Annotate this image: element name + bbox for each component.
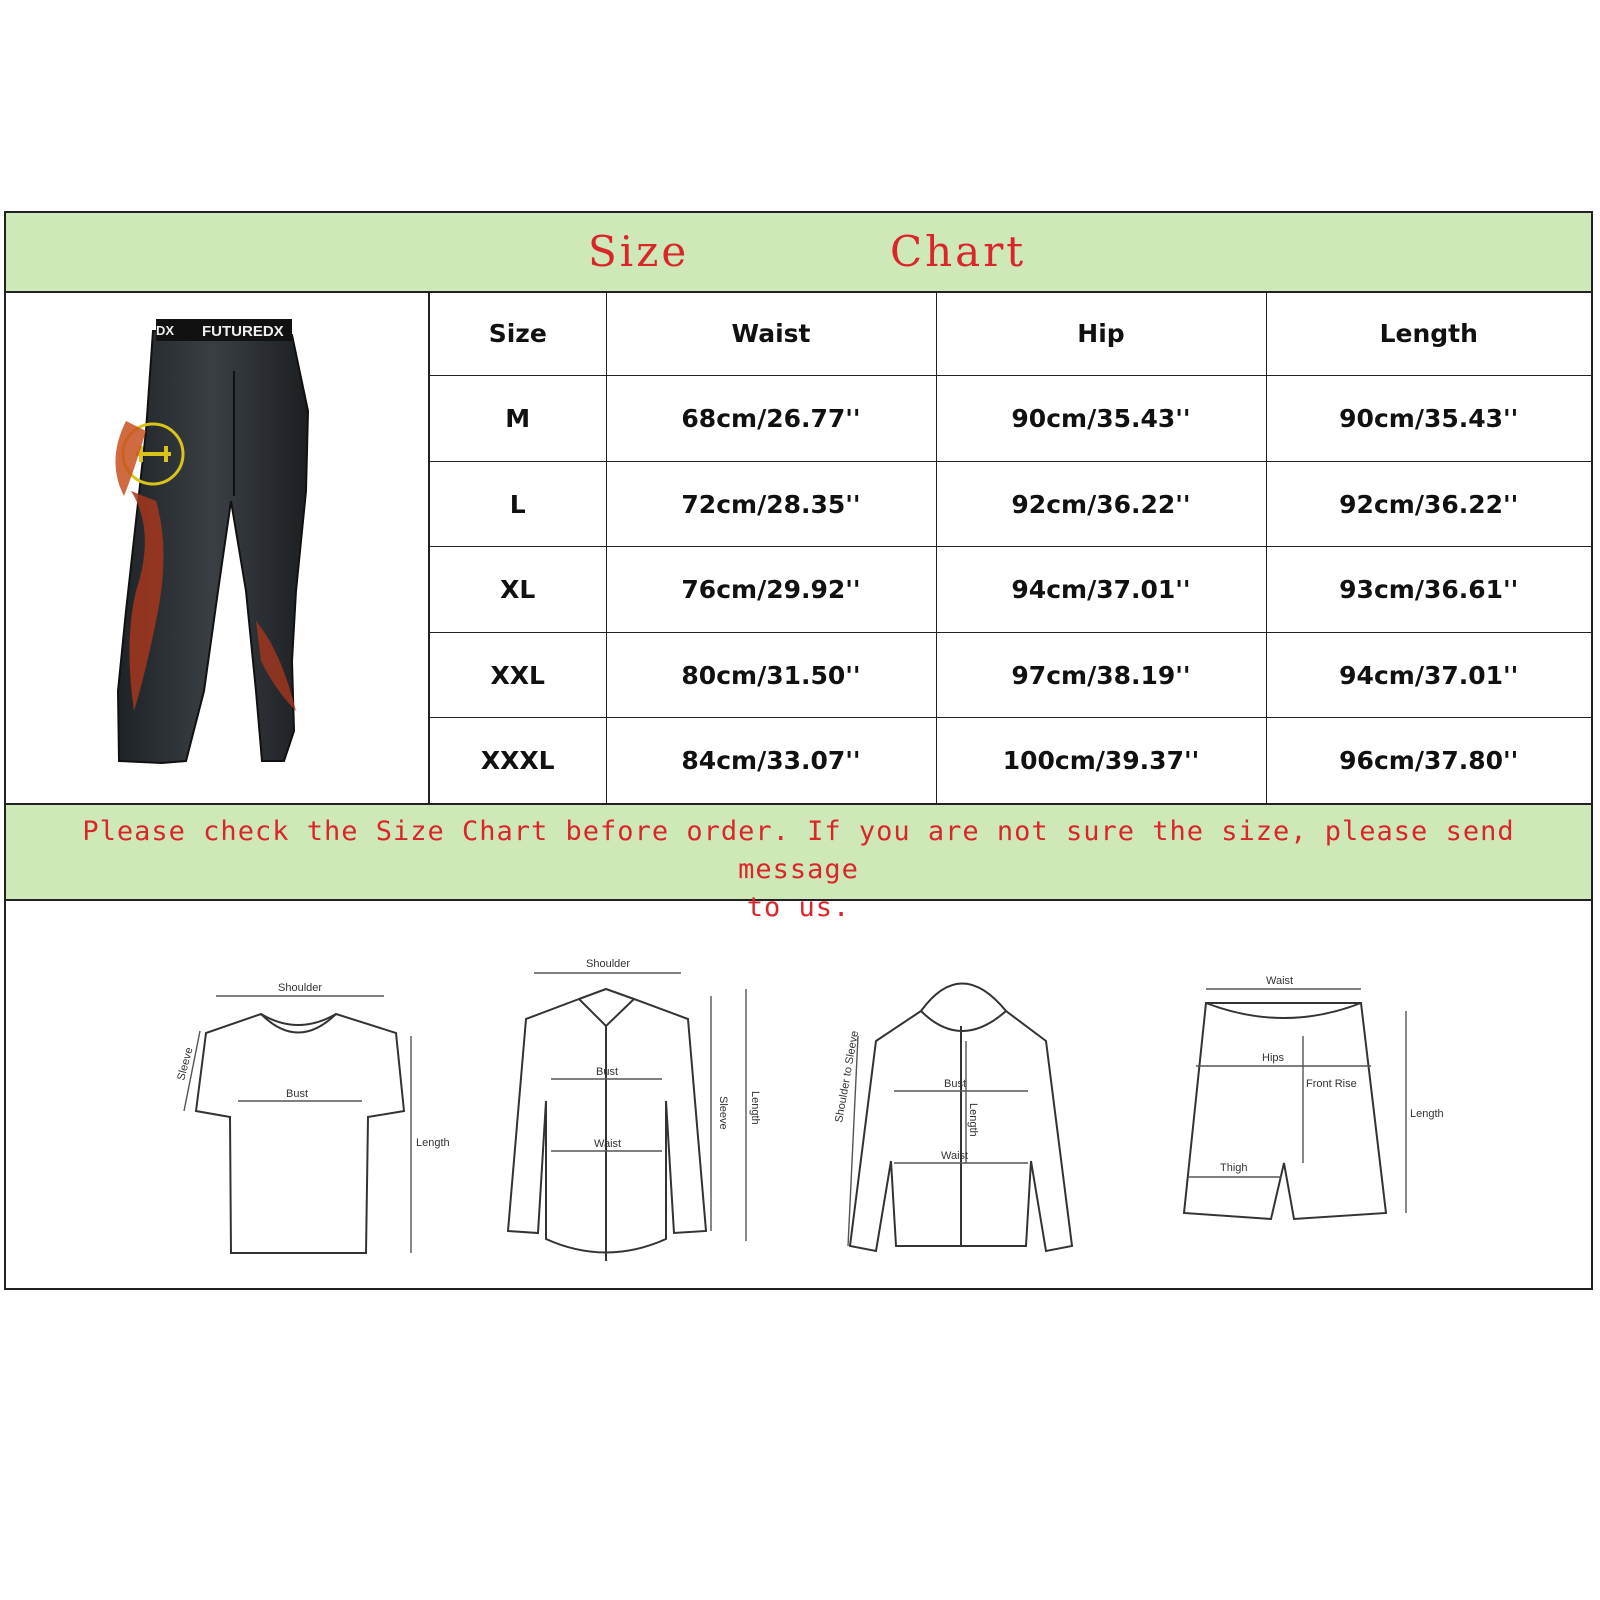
cell-waist: 72cm/28.35'': [606, 461, 936, 547]
tshirt-outline: [196, 1014, 404, 1253]
header-size: Size: [430, 291, 606, 376]
tshirt-length-label: Length: [416, 1137, 450, 1149]
brand-text-cut: DX: [156, 323, 175, 338]
cell-waist: 80cm/31.50'': [606, 632, 936, 718]
shorts-thigh-label: Thigh: [1220, 1162, 1248, 1174]
cell-waist: 68cm/26.77'': [606, 376, 936, 462]
cell-waist: 84cm/33.07'': [606, 718, 936, 803]
shorts-front-rise-label: Front Rise: [1306, 1078, 1357, 1090]
order-note: [6, 803, 1591, 923]
leggings-image: [6, 291, 426, 801]
cell-hip: 97cm/38.19'': [936, 632, 1266, 718]
cell-length: 96cm/37.80'': [1266, 718, 1591, 803]
hoodie-zip: [921, 1011, 1006, 1246]
shorts-waistband: [1206, 1003, 1361, 1018]
cell-hip: 90cm/35.43'': [936, 376, 1266, 462]
note-line-2: to us.: [746, 892, 851, 923]
cell-size: M: [430, 376, 606, 462]
table-row: [430, 718, 1591, 803]
tshirt-shoulder-label: Shoulder: [278, 982, 323, 994]
cell-waist: 76cm/29.92'': [606, 547, 936, 633]
shorts-outline: [1184, 1003, 1386, 1219]
table-row: [430, 461, 1591, 547]
shirt-sleeve-label: Sleeve: [717, 1096, 729, 1130]
title-bar: [6, 213, 1591, 293]
brand-text: FUTUREDX: [202, 323, 284, 340]
hoodie-shoulder-sleeve-label: Shoulder to Sleeve: [833, 1029, 862, 1124]
hoodie-bust-label: Bust: [944, 1078, 967, 1090]
cell-length: 92cm/36.22'': [1266, 461, 1591, 547]
measurement-diagrams: [6, 901, 1591, 1288]
shorts-waist-label: Waist: [1266, 975, 1294, 987]
table-row: [430, 547, 1591, 633]
hoodie-diagram: [833, 984, 1072, 1252]
cell-size: L: [430, 461, 606, 547]
product-image-cell: [6, 291, 430, 803]
hoodie-length-label: Length: [967, 1103, 979, 1137]
cell-length: 90cm/35.43'': [1266, 376, 1591, 462]
cell-length: 94cm/37.01'': [1266, 632, 1591, 718]
note-line-1: Please check the Size Chart before order. If you are not sure the size, please send message: [82, 816, 1515, 885]
tshirt-sleeve-label: Sleeve: [175, 1046, 196, 1082]
title-word-size: Size: [588, 227, 690, 276]
shirt-diagram: [508, 958, 761, 1261]
cell-size: XXXL: [430, 718, 606, 803]
shorts-diagram: [1184, 975, 1444, 1219]
table-header-row: [430, 291, 1591, 376]
table-row: [430, 632, 1591, 718]
tshirt-diagram: [175, 982, 449, 1253]
shirt-length-label: Length: [749, 1091, 761, 1125]
cell-hip: 100cm/39.37'': [936, 718, 1266, 803]
header-hip: Hip: [936, 291, 1266, 376]
tshirt-bust-label: Bust: [286, 1088, 309, 1100]
garment-diagrams-svg: [6, 901, 1591, 1288]
header-length: Length: [1266, 291, 1591, 376]
shorts-length-label: Length: [1410, 1108, 1444, 1120]
tshirt-collar: [261, 1014, 336, 1033]
shirt-waist-label: Waist: [594, 1138, 622, 1150]
cell-size: XL: [430, 547, 606, 633]
shirt-bust-label: Bust: [596, 1066, 619, 1078]
table-row: [430, 376, 1591, 462]
shirt-placket: [579, 999, 634, 1261]
cell-hip: 94cm/37.01'': [936, 547, 1266, 633]
cell-size: XXL: [430, 632, 606, 718]
shorts-hips-label: Hips: [1262, 1052, 1285, 1064]
title-word-chart: Chart: [890, 227, 1027, 276]
shirt-shoulder-label: Shoulder: [586, 958, 631, 970]
cell-length: 93cm/36.61'': [1266, 547, 1591, 633]
size-chart-sheet: [4, 211, 1593, 1290]
hoodie-waist-label: Waist: [941, 1150, 969, 1162]
cell-hip: 92cm/36.22'': [936, 461, 1266, 547]
header-waist: Waist: [606, 291, 936, 376]
size-table: [430, 291, 1591, 803]
